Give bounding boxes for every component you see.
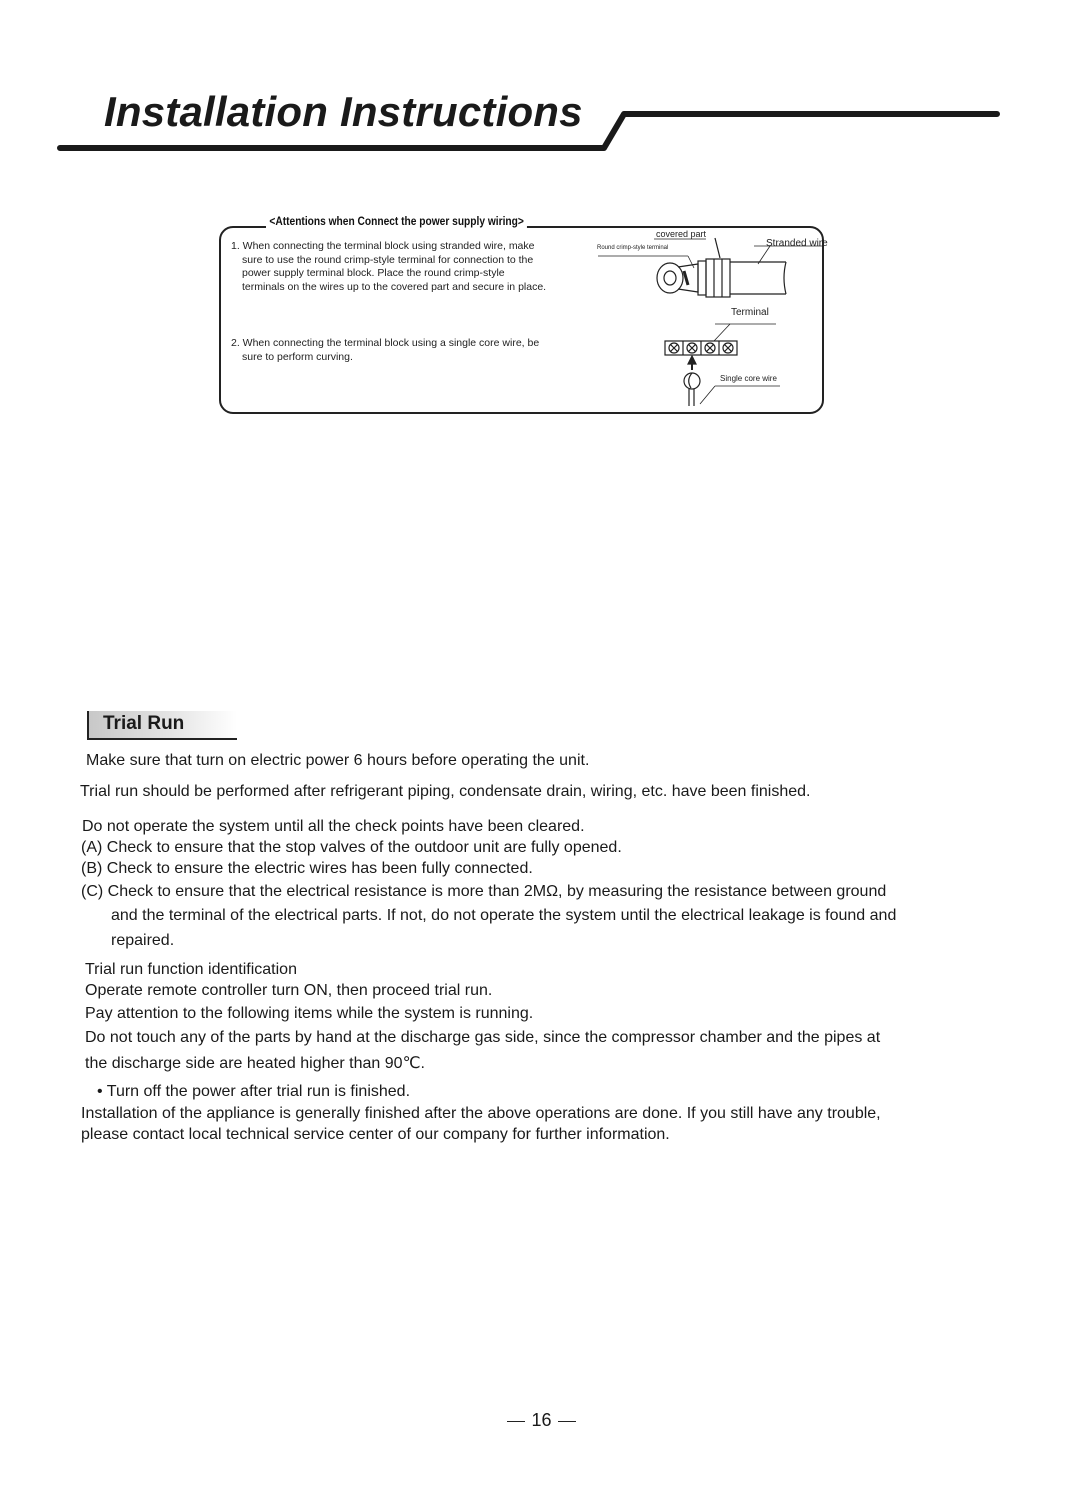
check-item-b: (B) Check to ensure the electric wires has been fully connected. xyxy=(81,860,533,877)
notice-item-single-core xyxy=(231,337,601,364)
check-item-c-line2: and the terminal of the electrical parts. If not, do not operate the system until the electrical leakage is found and xyxy=(111,907,897,924)
notice-line: terminals on the wires up to the covered part and secure in place. xyxy=(242,280,547,293)
single-core-wire-label: Single core wire xyxy=(720,374,777,383)
paragraph-conditions: Trial run should be performed after refrigerant piping, condensate drain, wiring, etc. have been finished. xyxy=(80,783,811,800)
page-number-text: 16 xyxy=(531,1410,552,1430)
terminal-label: Terminal xyxy=(731,307,769,318)
page-title: Installation Instructions xyxy=(104,88,583,135)
page-dash-right xyxy=(558,1421,576,1423)
paragraph-finish-line2: please contact local technical service center of our company for further information. xyxy=(81,1126,670,1143)
paragraph-warning-line1: Do not touch any of the parts by hand at the discharge gas side, since the compressor chamber and the pipes at xyxy=(85,1029,881,1046)
round-terminal-label: Round crimp-style terminal xyxy=(597,245,669,251)
check-item-c-line1: (C) Check to ensure that the electrical resistance is more than 2MΩ, by measuring the resistance between ground xyxy=(81,883,887,900)
notice-line: 2. When connecting the terminal block using a single core wire, be xyxy=(231,337,540,349)
paragraph-function-id: Trial run function identification xyxy=(85,961,297,978)
page-number xyxy=(0,1410,1083,1431)
check-item-a: (A) Check to ensure that the stop valves of the outdoor unit are fully opened. xyxy=(81,839,622,856)
stranded-wire-label: Stranded wire xyxy=(766,238,828,249)
section-tab-rule xyxy=(87,738,237,740)
notice-line: 1. When connecting the terminal block using stranded wire, make xyxy=(231,240,535,252)
paragraph-finish-line1: Installation of the appliance is generally finished after the above operations are done. If you still have any trouble, xyxy=(81,1105,881,1122)
paragraph-power: Make sure that turn on electric power 6 hours before operating the unit. xyxy=(86,752,590,769)
paragraph-check-points: Do not operate the system until all the check points have been cleared. xyxy=(82,818,585,835)
paragraph-attention: Pay attention to the following items while the system is running. xyxy=(85,1005,534,1022)
bullet-power-off: • Turn off the power after trial run is finished. xyxy=(97,1083,411,1100)
notice-line: sure to use the round crimp-style terminal for connection to the xyxy=(242,253,534,266)
title-underline xyxy=(0,0,1083,160)
section-title: Trial Run xyxy=(103,713,185,734)
check-item-c-line3: repaired. xyxy=(111,932,175,949)
notice-item-stranded-wire xyxy=(231,240,601,294)
notice-line: sure to perform curving. xyxy=(242,350,353,363)
paragraph-warning-line2: the discharge side are heated higher than 90℃. xyxy=(85,1055,425,1072)
terminal-block-illustration xyxy=(665,324,776,355)
page-dash-left xyxy=(507,1421,525,1423)
wiring-diagram xyxy=(590,228,824,412)
paragraph-remote: Operate remote controller turn ON, then proceed trial run. xyxy=(85,982,493,999)
covered-part-label: covered part xyxy=(656,229,707,239)
notice-line: power supply terminal block. Place the round crimp-style xyxy=(242,267,505,279)
notice-heading: <Attentions when Connect the power supply wiring> xyxy=(266,214,527,228)
